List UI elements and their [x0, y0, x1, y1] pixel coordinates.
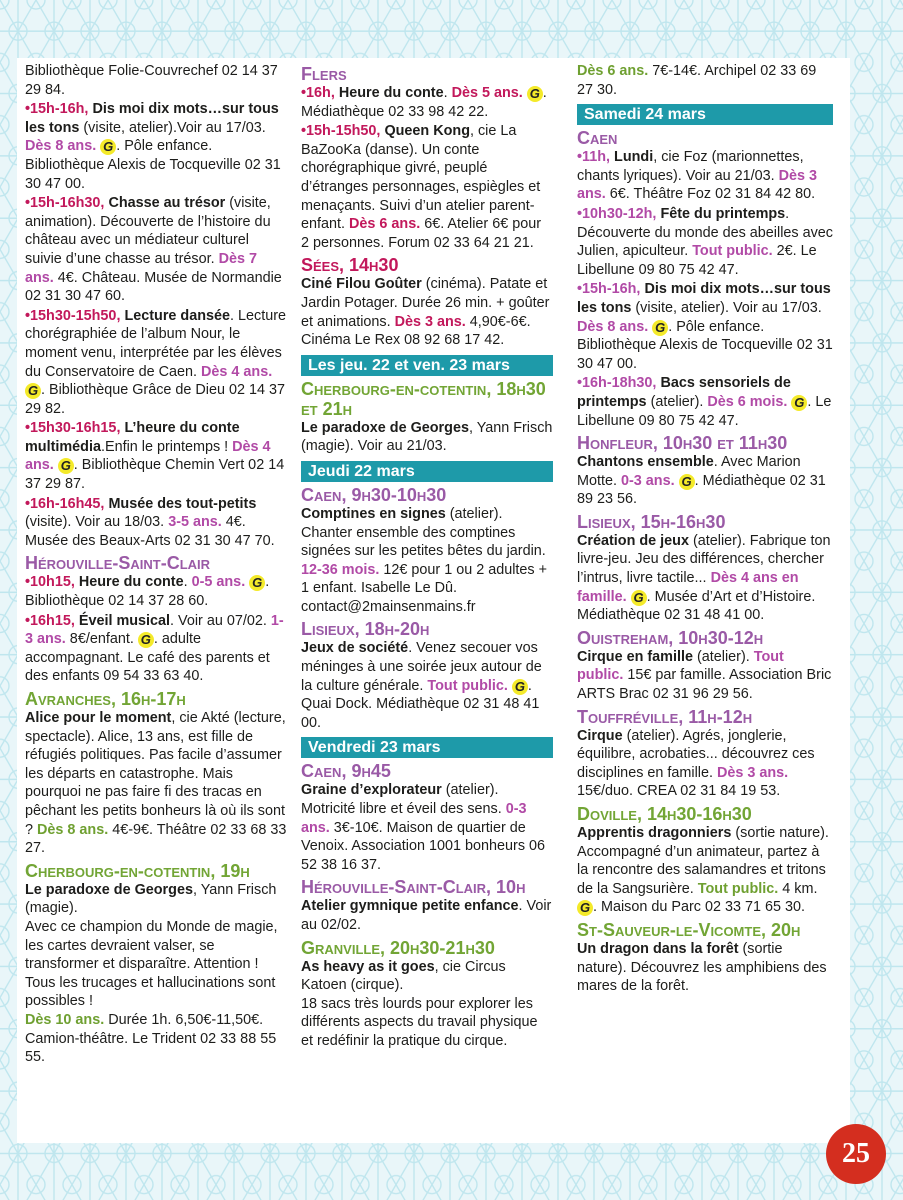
list-item: [25, 612, 287, 686]
event-title: Le paradoxe de Georges: [25, 881, 193, 898]
event-info: 7€-14€. Archipel 02 33 69 27 30.: [577, 63, 817, 98]
list-item: [25, 495, 287, 551]
event-age: Dès 8 ans.: [25, 138, 97, 155]
event-time: •15h-16h,: [577, 281, 641, 298]
city-heading: Caen, 9h45: [301, 761, 391, 782]
list-item: [577, 940, 833, 996]
event-age: 3-5 ans.: [168, 514, 222, 531]
event-age: Dès 6 ans.: [349, 216, 421, 233]
event-desc: (visite, animation). Découverte de l’histoire du château avec un médiateur culturel suivie d’une chasse au trésor.: [25, 195, 271, 267]
city-heading: Lisieux, 18h-20h: [301, 619, 430, 640]
event-age: Dès 6 mois.: [707, 393, 788, 410]
event-desc: (cinéma). Patate et Jardin Potager. Durée 26 min. + goûter et animations.: [301, 276, 550, 330]
event-age: 0-3 ans.: [301, 801, 527, 836]
event-age: Tout public.: [697, 880, 779, 897]
event-title: Musée des tout-petits: [108, 495, 257, 512]
list-item: [301, 897, 553, 934]
list-item: [25, 307, 287, 419]
city-heading: Granville, 20h30-21h30: [301, 937, 495, 958]
event-age: Dès 8 ans.: [37, 821, 109, 838]
event-title: Cirque en famille: [577, 648, 693, 665]
event-title: Bacs sensoriels de printemps: [577, 375, 791, 410]
list-item: [25, 881, 287, 1067]
list-item: [577, 205, 833, 279]
event-title: Cirque: [577, 727, 623, 744]
event-info: 4,90€-6€. Cinéma Le Rex 08 92 68 17 42.: [301, 313, 531, 349]
event-time: •15h30-15h50,: [25, 307, 121, 324]
event-title: Apprentis dragonniers: [577, 825, 732, 841]
event-info: Durée 1h. 6,50€-11,50€. Camion-théâtre. Le Trident 02 33 88 55 55.: [25, 1011, 277, 1066]
event-desc: , Yann Frisch (magie).: [25, 881, 277, 917]
city-heading: Doville, 14h30-16h30: [577, 804, 752, 824]
event-desc: . Avec Marion Motte.: [577, 454, 801, 489]
event-title: Lecture dansée: [124, 307, 231, 324]
free-badge-icon: G: [527, 86, 543, 102]
event-title: Le paradoxe de Georges: [301, 419, 469, 436]
event-desc: (atelier).: [646, 393, 708, 410]
city-heading: Caen, 9h30-10h30: [301, 484, 447, 505]
list-item: [301, 419, 553, 456]
event-desc: . Voir au 07/02.: [170, 612, 271, 629]
column-2: [301, 62, 553, 1052]
event-title: Dis moi dix mots…sur tous les tons: [577, 281, 831, 316]
event-desc: . Voir au 02/02.: [301, 898, 552, 933]
list-item: [301, 275, 553, 349]
event-age: Dès 4 ans.: [201, 363, 273, 380]
list-item: [25, 709, 287, 858]
event-age: Dès 3 ans.: [577, 167, 817, 203]
list-item: [577, 374, 833, 430]
event-title: Graine d’explorateur: [301, 782, 442, 799]
list-item: [301, 958, 553, 1051]
event-info: . Médiathèque 02 33 98 42 22.: [301, 85, 547, 120]
event-time: •16h-18h30,: [577, 375, 657, 392]
event-title: Alice pour le moment: [25, 710, 172, 726]
free-badge-icon: G: [58, 458, 74, 474]
city-heading: Sées, 14h30: [301, 255, 399, 276]
city-heading: Flers: [301, 64, 347, 84]
event-desc: . Lecture chorégraphiée de l’album Nour, le moment venu, interprétée par les élèves du Conservatoire de Caen.: [25, 307, 287, 380]
city-heading: Ouistreham, 10h30-12h: [577, 627, 764, 648]
column-1: [25, 62, 287, 1068]
column-3: [577, 62, 833, 997]
city-heading: Hérouville-Saint-Clair, 10h: [301, 877, 526, 898]
event-price: 4 km.: [778, 880, 818, 897]
event-info: . Bibliothèque Grâce de Dieu 02 14 37 29 82.: [25, 382, 286, 417]
intro-text: Bibliothèque Folie-Couvrechef 02 14 37 29 84.: [25, 63, 278, 98]
event-title: Création de jeux: [577, 532, 689, 549]
free-badge-icon: G: [652, 320, 668, 336]
event-info: 12€ pour 1 ou 2 adultes + 1 enfant. Isabelle Le Dû. contact@2mainsenmains.fr: [301, 561, 548, 615]
event-title: As heavy as it goes: [301, 958, 435, 975]
event-age: 0-3 ans.: [621, 472, 675, 489]
free-badge-icon: G: [679, 474, 695, 490]
event-desc: , cie Circus Katoen (cirque).: [301, 958, 506, 994]
event-info: . adulte accompagnant. Le café des parents et des enfants 09 54 33 63 40.: [25, 631, 270, 685]
list-item: [301, 122, 553, 252]
event-desc: (sortie nature). Découvrez les amphibiens des mares de la forêt.: [577, 940, 827, 995]
event-info: 2€. Le Libellune 09 80 75 42 47.: [577, 243, 817, 278]
list-item: [577, 62, 833, 99]
event-desc: .Enfin le printemps !: [100, 438, 233, 455]
event-age: Tout public.: [427, 677, 508, 694]
free-badge-icon: G: [100, 139, 116, 155]
event-age: Dès 4 ans en famille.: [577, 570, 799, 605]
city-heading: St-Sauveur-le-Vicomte, 20h: [577, 919, 801, 940]
event-info: . Musée d’Art et d’Histoire. Médiathèque 02 31 48 41 00.: [577, 588, 816, 624]
event-time: •10h30-12h,: [577, 205, 657, 222]
event-desc: .: [443, 85, 452, 101]
list-item: [25, 419, 287, 493]
event-age: Dès 5 ans.: [451, 85, 523, 101]
free-badge-icon: G: [512, 679, 528, 695]
event-title: Atelier gymnique petite enfance: [301, 898, 519, 915]
list-item: [301, 505, 553, 617]
event-age: Dès 4 ans.: [25, 438, 271, 474]
city-heading: Cherbourg-en-cotentin, 19h: [25, 860, 250, 881]
event-time: •16h-16h45,: [25, 495, 105, 512]
event-desc: . Découverte du monde des abeilles avec Julien, apiculteur.: [577, 205, 833, 260]
city-heading: Avranches, 16h-17h: [25, 689, 186, 709]
event-age: 0-5 ans.: [191, 574, 246, 591]
event-age: Dès 10 ans.: [25, 1011, 105, 1028]
event-desc: (visite, atelier).Voir au 17/03.: [79, 119, 266, 136]
event-time: •15h30-16h15,: [25, 420, 121, 437]
event-info: 4€. Château. Musée de Normandie 02 31 30 47 60.: [25, 269, 282, 305]
list-item: [577, 453, 833, 509]
list-item: [577, 824, 833, 917]
event-title: Un dragon dans la forêt: [577, 940, 739, 957]
event-desc: , Yann Frisch (magie). Voir au 21/03.: [301, 419, 553, 455]
event-desc: (sortie nature). Accompagné d’un animateur, partez à la rencontre des salamandres et tritons de la Sangsurière.: [577, 825, 829, 897]
event-title: L’heure du conte multimédia: [25, 420, 240, 455]
event-age: 1-3 ans.: [25, 612, 284, 648]
event-desc: (visite, atelier). Voir au 17/03.: [631, 299, 822, 316]
list-item: [577, 532, 833, 625]
date-bar: Samedi 24 mars: [577, 104, 833, 125]
list-item: [25, 194, 287, 306]
date-bar: Jeudi 22 mars: [301, 461, 553, 482]
event-info: . Pôle enfance. Bibliothèque Alexis de Tocqueville 02 31 30 47 00.: [577, 318, 833, 372]
event-title: Ciné Filou Goûter: [301, 276, 422, 293]
city-heading: Honfleur, 10h30 et 11h30: [577, 433, 788, 454]
event-desc: Avec ce champion du Monde de magie, les cartes devraient valser, se transformer et disparaître. Attention ! Tous les trucages et hallucinations sont possibles !: [25, 918, 278, 1010]
list-item: [577, 148, 833, 204]
event-title: Chasse au trésor: [108, 195, 226, 212]
event-title: Chantons ensemble: [577, 454, 714, 471]
event-time: •16h15,: [25, 612, 75, 629]
event-title: Éveil musical: [78, 612, 171, 629]
event-info: 4€-9€. Théâtre 02 33 68 33 27.: [25, 821, 287, 857]
event-info: 6€. Atelier 6€ pour 2 personnes. Forum 02 33 64 21 21.: [301, 216, 542, 251]
event-age: Dès 6 ans.: [577, 63, 649, 79]
event-info: . Maison du Parc 02 33 71 65 30.: [593, 899, 806, 916]
list-item: [25, 100, 287, 193]
event-age: Dès 8 ans.: [577, 318, 649, 335]
event-info: 6€. Théâtre Foz 02 31 84 42 80.: [605, 186, 816, 203]
free-badge-icon: G: [249, 575, 265, 591]
event-title: Heure du conte: [78, 574, 184, 591]
city-heading: Cherbourg-en-cotentin, 18h30 et 21h: [301, 378, 546, 419]
free-badge-icon: G: [138, 632, 154, 648]
event-desc: (atelier). Fabrique ton livre-jeu. Jeu des différences, chercher l’intrus, livre tactile...: [577, 532, 831, 587]
page-number-badge: 25: [826, 1124, 886, 1184]
event-info: . Le Libellune 09 80 75 42 47.: [577, 393, 832, 429]
event-info: . Pôle enfance. Bibliothèque Alexis de Tocqueville 02 31 30 47 00.: [25, 138, 281, 192]
event-time: •15h-15h50,: [301, 123, 381, 140]
event-age: Tout public.: [692, 243, 773, 260]
event-desc: (atelier). Chanter ensemble des comptines signées sur les petites bêtes du jardin.: [301, 505, 546, 560]
free-badge-icon: G: [631, 590, 647, 606]
event-title: Lundi: [614, 149, 654, 166]
list-item: [577, 280, 833, 373]
event-price: 8€/enfant.: [65, 631, 138, 648]
event-info: 15€ par famille. Association Bric ARTS Brac 02 31 96 29 56.: [577, 667, 832, 703]
list-item: [301, 84, 553, 121]
list-item: [301, 781, 553, 874]
event-info: 4€. Musée des Beaux-Arts 02 31 30 47 70.: [25, 514, 275, 549]
event-desc: , cie Foz (marionnettes, chants lyriques). Voir au 21/03.: [577, 149, 804, 184]
event-age: 12-36 mois.: [301, 561, 380, 578]
event-desc: (atelier). Motricité libre et éveil des sens.: [301, 782, 506, 818]
event-desc: , cie Akté (lecture, spectacle). Alice, 13 ans, est fille de réfugiés politiques. Pas facile d’assumer les départs en catastrophe. Mais pourquoi ne pas faire fi des tracas en pêchant les petits bonheurs là où ils sont ?: [25, 710, 286, 838]
event-time: •15h-16h30,: [25, 195, 105, 212]
event-title: Comptines en signes: [301, 505, 446, 522]
list-item: [577, 727, 833, 801]
event-title: Fête du printemps: [660, 205, 786, 222]
event-desc: (atelier).: [692, 648, 754, 665]
event-desc: (visite). Voir au 18/03.: [25, 514, 169, 531]
event-info: . Quai Dock. Médiathèque 02 31 48 41 00.: [301, 677, 540, 731]
event-time: •15h-16h,: [25, 101, 89, 118]
city-heading: Caen: [577, 128, 618, 149]
event-time: •10h15,: [25, 574, 75, 591]
event-title: Heure du conte: [338, 85, 444, 101]
event-age: Dès 3 ans.: [716, 764, 789, 781]
event-title: Queen Kong: [384, 123, 470, 140]
event-age: Dès 7 ans.: [25, 250, 257, 286]
event-age: Tout public.: [577, 648, 784, 684]
free-badge-icon: G: [577, 900, 593, 916]
event-time: •11h,: [577, 149, 611, 166]
event-time: •16h,: [301, 85, 335, 101]
list-item: [25, 573, 287, 610]
city-heading: Touffréville, 11h-12h: [577, 706, 753, 727]
city-heading: Lisieux, 15h-16h30: [577, 511, 726, 532]
event-info: 15€/duo. CREA 02 31 84 19 53.: [577, 783, 781, 800]
list-item: [301, 639, 553, 732]
event-desc: 18 sacs très lourds pour explorer les différents aspects du travail physique et redéfinir la pratique du cirque.: [301, 995, 538, 1049]
date-bar: Vendredi 23 mars: [301, 737, 553, 758]
event-info: . Bibliothèque Chemin Vert 02 14 37 29 87.: [25, 457, 285, 493]
event-desc: . Venez secouer vos méninges à une soirée jeux autour de la culture générale.: [301, 640, 542, 694]
event-info: . Bibliothèque 02 14 37 28 60.: [25, 574, 270, 610]
event-desc: , cie La BaZooKa (danse). Un conte chorégraphique givré, peuplé d’étranges personnages, espiègles et menaçants. Suivi d’un atelier parent-enfant.: [301, 123, 541, 233]
list-item: [25, 62, 287, 99]
city-heading: Hérouville-Saint-Clair: [25, 553, 211, 574]
event-desc: .: [183, 574, 192, 591]
date-bar: Les jeu. 22 et ven. 23 mars: [301, 355, 553, 376]
event-info: 3€-10€. Maison de quartier de Venoix. Association 1001 bonheurs 06 52 38 16 37.: [301, 819, 546, 873]
free-badge-icon: G: [25, 383, 41, 399]
event-info: . Médiathèque 02 31 89 23 56.: [577, 472, 826, 508]
event-desc: (atelier). Agrés, jonglerie, équilibre, acrobaties... découvrez ces disciplines en famille.: [577, 727, 815, 781]
event-age: Dès 3 ans.: [394, 313, 466, 330]
event-title: Jeux de société: [301, 640, 409, 657]
free-badge-icon: G: [791, 395, 807, 411]
list-item: [577, 648, 833, 704]
event-title: Dis moi dix mots…sur tous les tons: [25, 101, 279, 136]
